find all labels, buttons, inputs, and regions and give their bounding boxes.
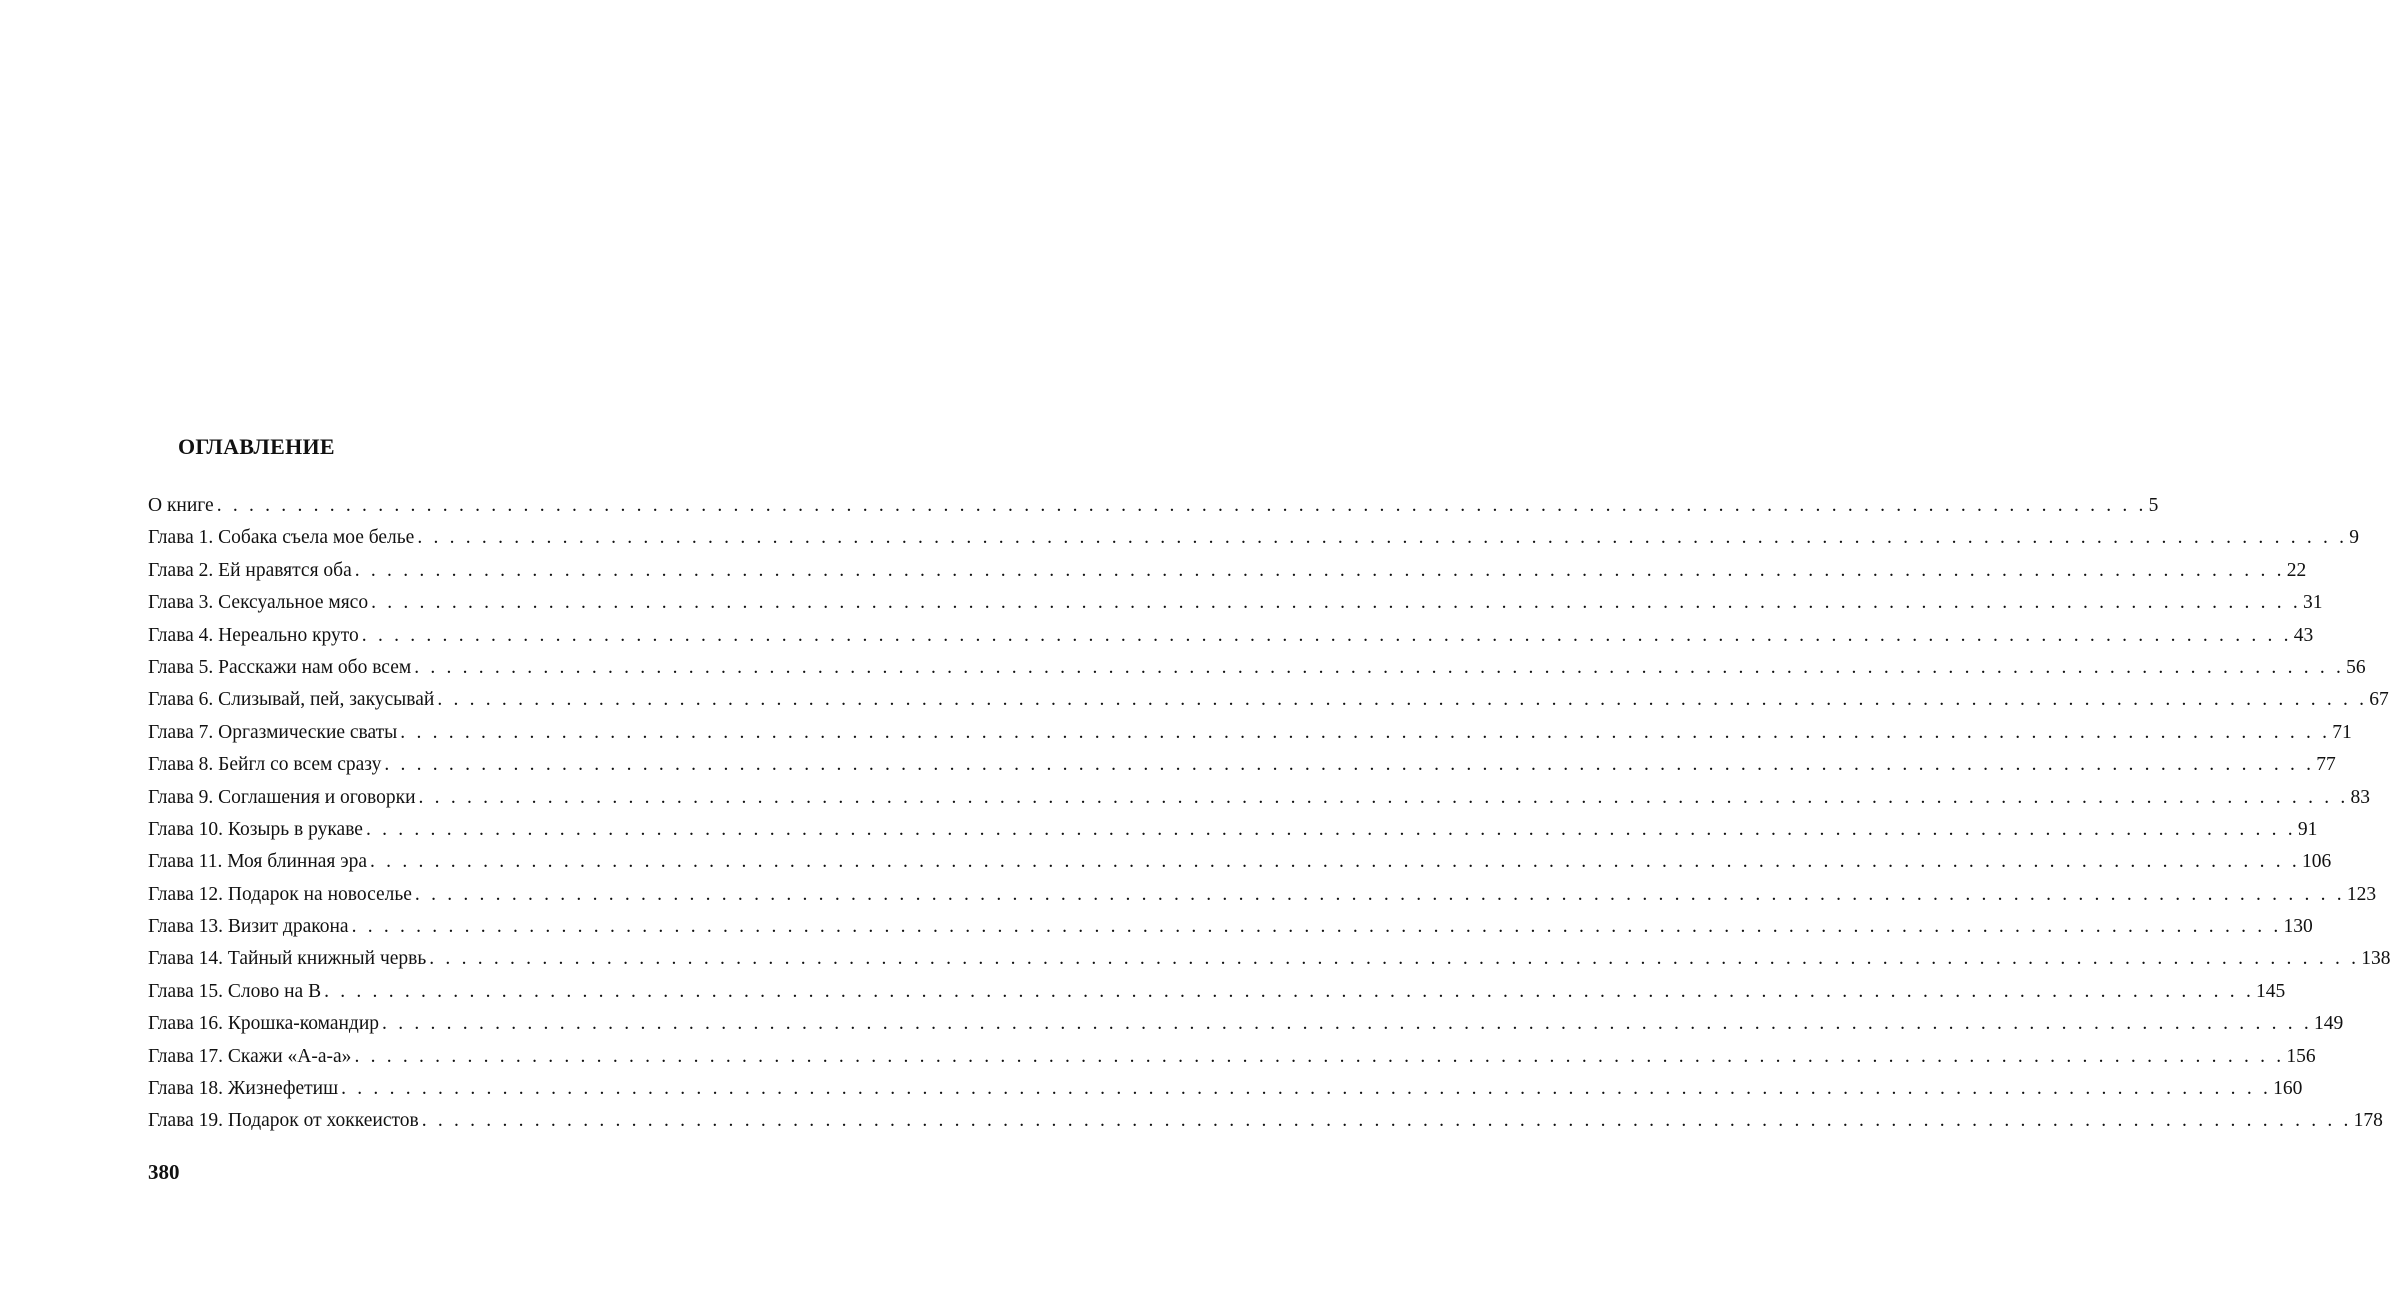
toc-entry[interactable] [148, 652, 2366, 684]
toc-entry[interactable] [148, 911, 2313, 943]
toc-entry[interactable] [148, 620, 2314, 652]
toc-entry-title: Глава 9. Соглашения и оговорки [148, 786, 416, 808]
toc-entry-page: 83 [2350, 786, 2370, 808]
toc-entry[interactable] [148, 976, 2286, 1008]
toc-entry-title: Глава 8. Бейгл со всем сразу [148, 754, 382, 776]
dot-leader: . . . . . . . . . . . . . . . . . . . . . . . . . . . . . . . . . . . . . . . . . . . . . . . . . . . . . . . . . . . . . . . . . . . . . . . . . . . . . . . . . . . . . . . . . . . . . . . . . . . . . . . . . . . . . . . . . . . . . . . . [354, 559, 2285, 581]
toc-entry-title: Глава 18. Жизнефетиш [148, 1078, 339, 1100]
toc-entry-title: Глава 6. Слизывай, пей, закусывай [148, 689, 435, 711]
toc-entry-title: Глава 7. Оргазмические сваты [148, 721, 398, 743]
toc-entry-page: 67 [2369, 689, 2389, 711]
toc-entry[interactable] [148, 490, 2159, 522]
dot-leader: . . . . . . . . . . . . . . . . . . . . . . . . . . . . . . . . . . . . . . . . . . . . . . . . . . . . . . . . . . . . . . . . . . . . . . . . . . . . . . . . . . . . . . . . . . . . . . . . . . . . . . . . . . . . . . . . . . . . . . . . [414, 883, 2345, 905]
toc-entry[interactable] [148, 587, 2323, 619]
toc-entry[interactable] [148, 717, 2352, 749]
toc-entry-title: Глава 10. Козырь в рукаве [148, 818, 363, 840]
toc-entry[interactable] [148, 1073, 2303, 1105]
page-number: 380 [148, 1160, 180, 1184]
toc-entry-page: 138 [2361, 948, 2390, 970]
toc-entry-page: 22 [2286, 559, 2307, 581]
toc-entry-title: Глава 16. Крошка-командир [148, 1013, 380, 1035]
dot-leader: . . . . . . . . . . . . . . . . . . . . . . . . . . . . . . . . . . . . . . . . . . . . . . . . . . . . . . . . . . . . . . . . . . . . . . . . . . . . . . . . . . . . . . . . . . . . . . . . . . . . . . . . . . . . . . . . . . . . . . . . [417, 527, 2348, 549]
toc-entry-page: 178 [2353, 1110, 2383, 1132]
toc-entry-page: 56 [2346, 656, 2366, 678]
toc-entry-title: Глава 1. Собака съела мое белье [148, 527, 415, 549]
toc-entry-page: 91 [2297, 818, 2318, 840]
toc-entry[interactable] [148, 749, 2336, 781]
dot-leader: . . . . . . . . . . . . . . . . . . . . . . . . . . . . . . . . . . . . . . . . . . . . . . . . . . . . . . . . . . . . . . . . . . . . . . . . . . . . . . . . . . . . . . . . . . . . . . . . . . . . . . . . . . . . . . . . . . . . . . . . [382, 1013, 2312, 1035]
toc-entry[interactable] [148, 555, 2307, 587]
toc-entry-page: 160 [2273, 1078, 2303, 1100]
toc-entry[interactable] [148, 1008, 2344, 1040]
toc-entry-title: Глава 4. Нереально круто [148, 624, 359, 646]
toc-entry-page: 43 [2293, 624, 2314, 646]
dot-leader: . . . . . . . . . . . . . . . . . . . . . . . . . . . . . . . . . . . . . . . . . . . . . . . . . . . . . . . . . . . . . . . . . . . . . . . . . . . . . . . . . . . . . . . . . . . . . . . . . . . . . . . . . . . . . . . . . . . . . . . . [341, 1078, 2272, 1100]
dot-leader: . . . . . . . . . . . . . . . . . . . . . . . . . . . . . . . . . . . . . . . . . . . . . . . . . . . . . . . . . . . . . . . . . . . . . . . . . . . . . . . . . . . . . . . . . . . . . . . . . . . . . . . . . . . . . . . . . . . . . . . . [365, 818, 2296, 840]
dot-leader: . . . . . . . . . . . . . . . . . . . . . . . . . . . . . . . . . . . . . . . . . . . . . . . . . . . . . . . . . . . . . . . . . . . . . . . . . . . . . . . . . . . . . . . . . . . . . . . . . . . . . . . . . . . . . . . . . . . . . . . . [418, 786, 2349, 808]
toc-entry-title: Глава 14. Тайный книжный червь [148, 948, 427, 970]
toc-entry-page: 77 [2316, 754, 2336, 776]
toc-entry-page: 123 [2346, 883, 2377, 905]
dot-leader: . . . . . . . . . . . . . . . . . . . . . . . . . . . . . . . . . . . . . . . . . . . . . . . . . . . . . . . . . . . . . . . . . . . . . . . . . . . . . . . . . . . . . . . . . . . . . . . . . . . . . . . . . . . . . . . . . . . . . . . . [216, 495, 2147, 516]
toc-entry-page: 9 [2349, 527, 2360, 549]
dot-leader: . . . . . . . . . . . . . . . . . . . . . . . . . . . . . . . . . . . . . . . . . . . . . . . . . . . . . . . . . . . . . . . . . . . . . . . . . . . . . . . . . . . . . . . . . . . . . . . . . . . . . . . . . . . . . . . . . . . . . . . . [361, 624, 2292, 646]
toc-entry-title: Глава 13. Визит дракона [148, 916, 349, 938]
toc-entry-title: Глава 17. Скажи «А-а-а» [148, 1045, 352, 1067]
toc-entry[interactable] [148, 684, 2389, 716]
toc-entry[interactable] [148, 943, 2390, 975]
toc-entry-page: 156 [2286, 1045, 2316, 1067]
toc-entry[interactable] [148, 879, 2377, 911]
dot-leader: . . . . . . . . . . . . . . . . . . . . . . . . . . . . . . . . . . . . . . . . . . . . . . . . . . . . . . . . . . . . . . . . . . . . . . . . . . . . . . . . . . . . . . . . . . . . . . . . . . . . . . . . . . . . . . . . . . . . . . . . [414, 656, 2345, 678]
dot-leader: . . . . . . . . . . . . . . . . . . . . . . . . . . . . . . . . . . . . . . . . . . . . . . . . . . . . . . . . . . . . . . . . . . . . . . . . . . . . . . . . . . . . . . . . . . . . . . . . . . . . . . . . . . . . . . . . . . . . . . . . [371, 592, 2302, 614]
dot-leader: . . . . . . . . . . . . . . . . . . . . . . . . . . . . . . . . . . . . . . . . . . . . . . . . . . . . . . . . . . . . . . . . . . . . . . . . . . . . . . . . . . . . . . . . . . . . . . . . . . . . . . . . . . . . . . . . . . . . . . . . [354, 1045, 2285, 1067]
toc-entry[interactable] [148, 846, 2332, 878]
toc-entry-page: 106 [2301, 851, 2332, 873]
toc-entry-title: Глава 11. Моя блинная эра [148, 851, 368, 873]
dot-leader: . . . . . . . . . . . . . . . . . . . . . . . . . . . . . . . . . . . . . . . . . . . . . . . . . . . . . . . . . . . . . . . . . . . . . . . . . . . . . . . . . . . . . . . . . . . . . . . . . . . . . . . . . . . . . . . . . . . . . . . . [370, 851, 2300, 873]
dot-leader: . . . . . . . . . . . . . . . . . . . . . . . . . . . . . . . . . . . . . . . . . . . . . . . . . . . . . . . . . . . . . . . . . . . . . . . . . . . . . . . . . . . . . . . . . . . . . . . . . . . . . . . . . . . . . . . . . . . . . . . . [351, 916, 2282, 938]
dot-leader: . . . . . . . . . . . . . . . . . . . . . . . . . . . . . . . . . . . . . . . . . . . . . . . . . . . . . . . . . . . . . . . . . . . . . . . . . . . . . . . . . . . . . . . . . . . . . . . . . . . . . . . . . . . . . . . . . . . . . . . . [324, 980, 2255, 1002]
toc-entry[interactable] [148, 1041, 2316, 1073]
toc-entry-page: 145 [2256, 980, 2286, 1002]
toc-entry-title: О книге [148, 495, 214, 516]
toc-entry[interactable] [148, 1105, 2383, 1137]
dot-leader: . . . . . . . . . . . . . . . . . . . . . . . . . . . . . . . . . . . . . . . . . . . . . . . . . . . . . . . . . . . . . . . . . . . . . . . . . . . . . . . . . . . . . . . . . . . . . . . . . . . . . . . . . . . . . . . . . . . . . . . . [400, 721, 2331, 743]
toc-heading: ОГЛАВЛЕНИЕ [178, 434, 335, 459]
toc-entry[interactable] [148, 782, 2370, 814]
toc-entry-title: Глава 2. Ей нравятся оба [148, 559, 352, 581]
dot-leader: . . . . . . . . . . . . . . . . . . . . . . . . . . . . . . . . . . . . . . . . . . . . . . . . . . . . . . . . . . . . . . . . . . . . . . . . . . . . . . . . . . . . . . . . . . . . . . . . . . . . . . . . . . . . . . . . . . . . . . . . [421, 1110, 2352, 1132]
toc-entry-page: 31 [2303, 592, 2323, 614]
dot-leader: . . . . . . . . . . . . . . . . . . . . . . . . . . . . . . . . . . . . . . . . . . . . . . . . . . . . . . . . . . . . . . . . . . . . . . . . . . . . . . . . . . . . . . . . . . . . . . . . . . . . . . . . . . . . . . . . . . . . . . . . [384, 754, 2315, 776]
toc-entry-page: 71 [2332, 721, 2352, 743]
dot-leader: . . . . . . . . . . . . . . . . . . . . . . . . . . . . . . . . . . . . . . . . . . . . . . . . . . . . . . . . . . . . . . . . . . . . . . . . . . . . . . . . . . . . . . . . . . . . . . . . . . . . . . . . . . . . . . . . . . . . . . . . [437, 689, 2368, 711]
toc-entry-page: 149 [2313, 1013, 2344, 1035]
dot-leader: . . . . . . . . . . . . . . . . . . . . . . . . . . . . . . . . . . . . . . . . . . . . . . . . . . . . . . . . . . . . . . . . . . . . . . . . . . . . . . . . . . . . . . . . . . . . . . . . . . . . . . . . . . . . . . . . . . . . . . . . [429, 948, 2360, 970]
toc-entry[interactable] [148, 522, 2360, 554]
toc-entry-title: Глава 15. Слово на В [148, 980, 322, 1002]
toc-entry-title: Глава 3. Сексуальное мясо [148, 592, 369, 614]
toc-entry[interactable] [148, 814, 2318, 846]
toc-entry-title: Глава 5. Расскажи нам обо всем [148, 656, 412, 678]
toc-entry-page: 5 [2148, 495, 2159, 516]
table-of-contents [148, 490, 2390, 1138]
toc-entry-title: Глава 19. Подарок от хоккеистов [148, 1110, 419, 1132]
toc-entry-title: Глава 12. Подарок на новоселье [148, 883, 412, 905]
toc-entry-page: 130 [2283, 916, 2313, 938]
